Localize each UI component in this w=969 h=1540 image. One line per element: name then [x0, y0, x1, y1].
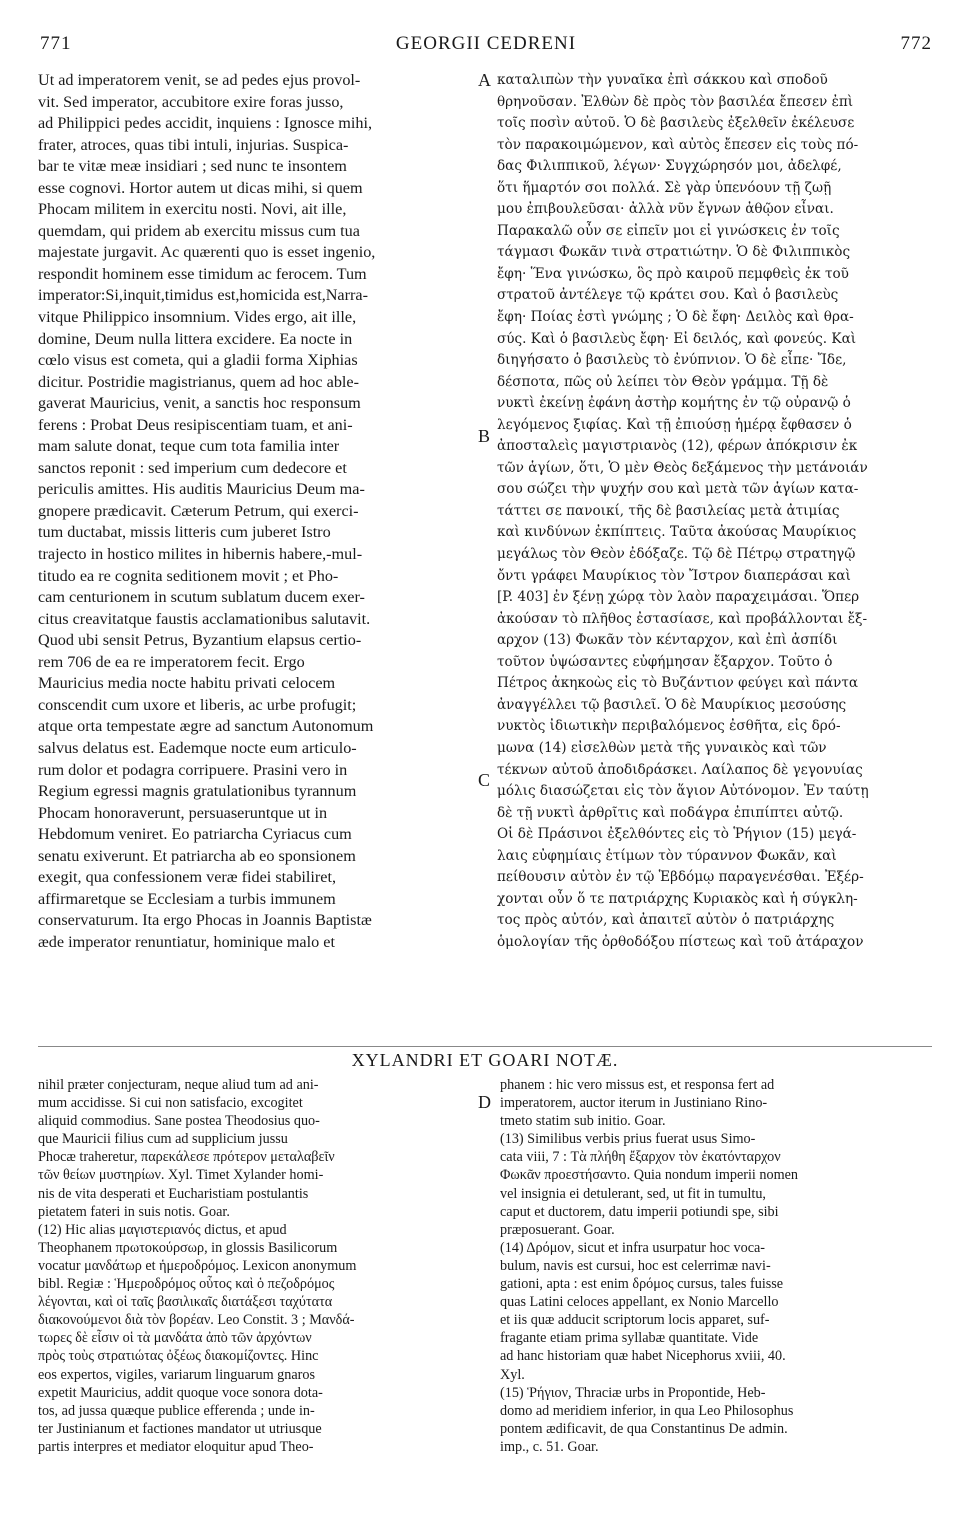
note-line: (15) Ῥήγιον, Thraciæ urbs in Propontide, Heb- [500, 1384, 766, 1401]
left-page-number: 771 [40, 33, 72, 54]
note-line: nihil præter conjecturam, neque aliud tum ad ani- [38, 1077, 319, 1093]
note-line: eos expertos, vigiles, variarum linguarum gnaros [38, 1366, 315, 1383]
note-line: partis interpres et mediator eloquitur apud Theo- [38, 1438, 314, 1455]
note-line: nis de vita desperati et Eucharistiam postulantis [38, 1185, 309, 1202]
greek-line: ὁμολογίαν τῆς ὀρθοδόξου πίστεως καὶ τοῦ ἀτάραχον [497, 933, 864, 950]
latin-line: periculis amittes. His auditis Mauricius Deum ma- [38, 480, 365, 499]
latin-line: conscendit cum uxore et liberis, ac urbe profugit; [38, 695, 357, 714]
latin-column [38, 70, 470, 953]
margin-marker-a: A [478, 70, 491, 90]
note-line: pietatem fateri in suis notis. Goar. [38, 1203, 230, 1220]
latin-line: tum ductabat, missis litteris cum juberet Istro [38, 523, 331, 542]
note-line: cata viii, 7 : Τὰ πλήθη ἔξαρχον τὸν ἑκατόνταρχον [500, 1149, 781, 1166]
note-line: imperatorem, auctor iterum in Justiniano Rino- [500, 1095, 768, 1112]
latin-line: cœlo visus est cometa, qui a gladii forma Xiphias [38, 351, 358, 370]
greek-line: θρηνοῦσαν. Ἐλθὼν δὲ πρὸς τὸν βασιλέα ἔπεσεν ἐπὶ [497, 93, 854, 110]
greek-line: αρχον (13) Φωκᾶν τὸν κένταρχον, καὶ ἐπὶ ἀσπίδι [497, 632, 838, 649]
margin-marker-d: D [478, 1092, 491, 1112]
latin-line: gaverat Mauricius, venit, a sanctis hoc responsum [38, 394, 361, 413]
note-line: tos, ad jussa quæque publice efferenda ; unde in- [38, 1402, 315, 1419]
latin-line: atque orta tempestate ægre ad sanctum Autonomum [38, 717, 374, 736]
notes-right-column [500, 1076, 934, 1456]
greek-line: τάγμασι Φωκᾶν τινὰ στρατιώτην. Ὁ δὲ Φιλιππικὸς [497, 244, 851, 261]
latin-line: sanctos reponit : sed imperium cum dedecore et [38, 458, 347, 477]
note-line: domo ad meridiem inferior, in qua Leo Philosophus [500, 1402, 794, 1419]
latin-line: salvus delatus est. Eademque nocte eum articulo- [38, 738, 357, 757]
note-line: λέγονται, καὶ οἱ ταῖς βασιλικαῖς διατάξεσι ταχύτατα [38, 1294, 333, 1311]
note-line: ter Justinianum et factiones mandator ut utriusque [38, 1420, 322, 1437]
note-line: mum accidisse. Si cui non satisfacio, excogitet [38, 1095, 303, 1112]
note-line: Φωκᾶν προεστήσαντο. Quia nondum imperii nomen [500, 1167, 799, 1184]
greek-line: στρατοῦ ἀντέλεγε τῷ κράτει σου. Καὶ ὁ βασιλεὺς [497, 287, 839, 304]
greek-line: ἔφη· Ἕνα γινώσκω, ὃς πρὸ καιροῦ πεμφθεὶς ἐκ τοῦ [497, 265, 849, 282]
latin-line: Regium egressi magnis gratulationibus tyrannum [38, 782, 357, 801]
latin-line: Ut ad imperatorem venit, se ad pedes ejus provol- [38, 71, 361, 89]
greek-line: σύς. Καὶ ὁ βασιλεὺς ἔφη· Εἰ δειλός, καὶ φονεύς. Καὶ [497, 330, 857, 347]
greek-line: τοῦτον ὑψώσαντες εὐφήμησαν ἔξαρχον. Τοῦτο ὁ [497, 653, 833, 670]
greek-line: [P. 403] ἐν ξένῃ χώρᾳ τὸν λαὸν παραχειμάσαι. Ὅπερ [497, 589, 860, 606]
greek-line: δας Φιλιππικοῦ, λέγων· Συγχώρησόν μοι, ἀδελφέ, [497, 158, 842, 175]
note-line: τωρες δὲ εἶσιν οἱ τὰ μανδάτα ἀπὸ τῶν ἀρχόντων [38, 1330, 312, 1347]
latin-line: gnopere prædicavit. Cæterum Petrum, qui exerci- [38, 501, 359, 520]
latin-line: domine, Deum nulla littera excidere. Ea nocte in [38, 329, 353, 348]
latin-line: quemdam, qui pridem ab exercitu missus cum tua [38, 221, 360, 240]
greek-line: ἀποσταλεὶς μαγιστριανὸς (12), φέρων ἀπόκρισιν ἐκ [497, 438, 858, 455]
notes-left-column [38, 1076, 470, 1456]
note-line: bibl. Regiæ : Ἡμεροδρόμος οὗτος καὶ ὁ πεζοδρόμος [38, 1276, 335, 1293]
greek-line: ἀναγγέλλει τῷ βασιλεῖ. Ὁ δὲ Μαυρίκιος μεσούσης [497, 696, 847, 713]
latin-line: mam salute donat, teque cum tota familia inter [38, 437, 340, 456]
latin-line: frater, atroces, quas tibi intuli, injurias. Suspica- [38, 135, 349, 154]
greek-line: τέκνων αὐτοῦ ἀποδιδράσκει. Λαίλαπος δὲ γεγονυίας [497, 761, 863, 778]
note-line: imp., c. 51. Goar. [500, 1438, 599, 1455]
greek-line: δέσποτα, πῶς οὐ λείπει τὸν Θεὸν γράμμα. Τῇ δὲ [497, 373, 829, 390]
greek-line: ἔφη· Ποίας ἐστὶ γνώμης ; Ὁ δὲ ἔφη· Δειλὸς καὶ θρα- [497, 309, 854, 326]
greek-line: νυκτὶ ἐκείνῃ ἐφάνη ἀστὴρ κομήτης ἐν τῷ οὐρανῷ ὁ [497, 395, 851, 412]
note-line: pontem ædificavit, de qua Constantinus De admin. [500, 1420, 788, 1437]
note-line: gationi, apta : est enim δρόμος cursus, tales fuisse [500, 1276, 784, 1293]
greek-line: μωνα (14) εἰσελθὼν μετὰ τῆς γυναικὸς καὶ τῶν [497, 739, 827, 756]
note-line: (13) Similibus verbis prius fuerat usus Simo- [500, 1131, 756, 1148]
note-line: Theophanem πρωτοκούρσωρ, in glossis Basilicorum [38, 1239, 338, 1256]
latin-line: rum dolor et podagra corripuere. Prasini vero in [38, 760, 348, 779]
greek-line: τοῖς ποσὶν αὐτοῦ. Ὁ δὲ βασιλεὺς ἐξελθεῖν ἐκέλευσε [497, 115, 855, 132]
note-line: præposuerant. Goar. [500, 1221, 615, 1238]
latin-line: respondit hominem esse timidum ac ferocem. Tum [38, 264, 367, 283]
note-line: phanem : hic vero missus est, et responsa fert ad [500, 1077, 775, 1093]
note-line: et iis quæ adducit scriptorum locis apparet, suf- [500, 1312, 770, 1329]
greek-line: τῶν ἁγίων, ὅτι, Ὁ μὲν Θεὸς δεξάμενος τὴν μετάνοιάν [497, 459, 868, 476]
greek-line: σου σώζει τὴν ψυχήν σου καὶ μετὰ τῶν ἁγίων κατα- [497, 481, 859, 498]
latin-line: citus creavitatque faustis acclamationibus salutavit. [38, 609, 371, 628]
greek-line: τὸν παρακοιμώμενον, καὶ αὐτὸς ἔπεσεν εἰς τοὺς πό- [497, 136, 859, 153]
greek-line: τος πρὸς αὐτόν, καὶ ἀπαιτεῖ αὐτὸν ὁ πατριάρχης [497, 912, 835, 929]
latin-line: vitque Philippico insomnium. Vides ergo, ait ille, [38, 308, 357, 327]
latin-line: esse cognovi. Hortor autem ut dicas mihi, si quem [38, 178, 363, 197]
greek-line: πείθουσιν αὐτὸν ἐν τῷ Ἑβδόμῳ παραγενέσθαι. Ἐξέρ- [497, 869, 864, 886]
greek-line: χονται οὖν ὅ τε πατριάρχης Κυριακὸς καὶ ἡ σύγκλη- [497, 890, 858, 907]
notes-heading: XYLANDRI ET GOARI NOTÆ. [351, 1050, 619, 1070]
right-page-number: 772 [900, 33, 932, 54]
latin-line: majestate jurgavit. Ac quærenti quo is esset ingenio, [38, 243, 376, 262]
note-line: bulum, navis est cursui, hoc est celerrimæ navi- [500, 1257, 771, 1274]
latin-line: Quod ubi sensit Petrus, Byzantium elapsus certio- [38, 631, 362, 650]
latin-line: Phocam militem in exercitu nosti. Novi, ait ille, [38, 200, 347, 219]
note-line: πρὸς τοὺς στρατιώτας ὀξέως διακομίζοντες. Hinc [38, 1348, 319, 1365]
note-line: vel insignia ei detulerant, sed, ut fit in tumultu, [500, 1185, 766, 1202]
latin-line: cam centurionem in scutum sublatum ducem exer- [38, 588, 365, 607]
note-line: quas Latini celoces appellant, ex Nonio Marcello [500, 1294, 779, 1311]
greek-line: καὶ κινδύνων ἐκπίπτεις. Ταῦτα ἀκούσας Μαυρίκιος [497, 524, 857, 541]
greek-line: ἀκούσαν τὸ πλῆθος ἐστασίασε, καὶ προβάλλονται ἔξ- [497, 610, 868, 627]
greek-line: μόλις διασώζεται εἰς τὸν ἅγιον Αὐτόνομον. Ἐν ταύτῃ [497, 783, 869, 800]
greek-line: μεγάλως τὸν Θεὸν ἐδόξαζε. Τῷ δὲ Πέτρῳ στρατηγῷ [497, 546, 856, 563]
latin-line: senatu exiverunt. Et patriarcha ab eo sponsionem [38, 846, 356, 865]
note-line: Phocæ traheretur, παρεκάλεσε πρότερον μεταλαβεῖν [38, 1149, 335, 1166]
note-line: (12) Hic alias μαγιστεριανός dictus, et apud [38, 1221, 287, 1238]
latin-line: titudo ea re cognita seditionem movit ; et Pho- [38, 566, 339, 585]
note-line: διακονούμενοι διὰ τὸν βορέαν. Leo Constit. 3 ; Μανδά- [38, 1312, 355, 1329]
latin-line: ad Philippici pedes accidit, inquiens : Ignosce mihi, [38, 114, 373, 133]
greek-line: λαις εὐφημίαις ἐτίμων τὸν τύραννον Φωκᾶν, καὶ [497, 847, 837, 864]
note-line: Xyl. [500, 1366, 525, 1383]
greek-line: λεγόμενος ξιφίας. Καὶ τῇ ἐπιούσῃ ἡμέρᾳ ἔφθασεν ὁ [497, 416, 852, 433]
note-line: expetit Mauricius, addit quoque voce sonora dota- [38, 1384, 323, 1401]
note-line: fragante etiam prima syllabæ quantitate. Vide [500, 1330, 759, 1347]
greek-line: διηγήσατο ὁ βασιλεὺς τὸ ἐνύπνιον. Ὁ δὲ εἶπε· Ἴδε, [497, 352, 847, 369]
page-header [40, 33, 932, 59]
latin-line: rem 706 de ea re imperatorem fecit. Ergo [38, 652, 305, 671]
margin-marker-c: C [478, 770, 491, 790]
greek-line: ὅτι ἥμαρτόν σοι πολλά. Σὲ γὰρ ὑπενόουν τῇ ζωῇ [497, 179, 832, 196]
running-title: GEORGII CEDRENI [395, 33, 577, 54]
greek-line: δὲ τῇ νυκτὶ ἀρθρῖτις καὶ ποδάγρα ἐπιπίπτει αὐτῷ. [497, 804, 844, 821]
note-line: caput et ductorem, datu imperii potiundi spe, sibi [500, 1203, 779, 1220]
latin-line: Hebdomum veniret. Eo patriarcha Cyriacus cum [38, 825, 352, 844]
margin-marker-b: B [478, 426, 491, 446]
note-line: (14) Δρόμον, sicut et infra usurpatur hoc voca- [500, 1239, 766, 1256]
note-line: vocatur μανδάτωρ et ἡμεροδρόμος. Lexicon anonymum [38, 1257, 357, 1274]
latin-line: trajecto in hostico milites in hibernis habere,-mul- [38, 545, 363, 564]
note-line: tmeto statim sub initio. Goar. [500, 1113, 666, 1130]
greek-line: νυκτὸς ἰδιωτικὴν περιβαλόμενος ἐσθῆτα, εἰς δρό- [497, 718, 841, 735]
latin-line: ferens : Probat Deus resipiscentiam tuam, et ani- [38, 415, 353, 434]
latin-line: vit. Sed imperator, accubitore exire foras jusso, [38, 92, 344, 111]
latin-line: exegit, qua confessionem veræ fidei stabiliret, [38, 868, 337, 887]
greek-line: καταλιπὼν τὴν γυναῖκα ἐπὶ σάκκου καὶ σποδοῦ [497, 72, 828, 88]
greek-line: μου ἐπιβουλεῦσαι· ἀλλὰ νῦν ἔγνων ἀθῷον εἶναι. [497, 201, 834, 218]
note-line: τῶν θείων μυστηρίων. Xyl. Timet Xylander homi- [38, 1167, 324, 1184]
latin-line: affirmaretque se Ecclesiam a turbis immunem [38, 889, 336, 908]
notes-divider [38, 1046, 932, 1047]
greek-line: Πέτρος ἀκηκοὼς εἰς τὸ Βυζάντιον φεύγει καὶ πάντα [497, 675, 859, 692]
note-line: aliquid commodius. Sane postea Theodosius quo- [38, 1113, 320, 1130]
greek-line: Παρακαλῶ οὖν σε εἰπεῖν μοι εἰ γινώσκεις ἐν τοῖς [497, 222, 840, 239]
latin-line: Phocam honoraverunt, persuaseruntque ut in [38, 803, 328, 822]
greek-line: τάττει σε πανοικί, τῆς δὲ βασιλείας μετὰ ἀτιμίας [497, 502, 840, 519]
latin-line: bar te vitæ meæ insidiari ; sed nunc te insontem [38, 157, 347, 176]
greek-column [497, 70, 935, 953]
latin-line: æde imperator renuntiatur, hominique malo et [38, 932, 335, 951]
latin-line: dicitur. Postridie magistrianus, quem ad hoc able- [38, 372, 359, 391]
greek-line: ὄντι γράφει Μαυρίκιος τὸν Ἴστρον διαπεράσαι καὶ [497, 567, 851, 584]
latin-line: Mauricius media nocte habitu privati celocem [38, 674, 336, 693]
latin-line: imperator:Si,inquit,timidus est,homicida est,Narra- [38, 286, 368, 305]
note-line: ad hanc historiam quæ habet Nicephorus xviii, 40. [500, 1348, 786, 1365]
latin-line: conservaturum. Ita ergo Phocas in Joannis Baptistæ [38, 911, 372, 930]
note-line: que Mauricii filius cum ad supplicium jussu [38, 1131, 288, 1148]
greek-line: Οἱ δὲ Πράσινοι ἐξελθόντες εἰς τὸ Ῥήγιον (15) μεγά- [497, 826, 857, 843]
